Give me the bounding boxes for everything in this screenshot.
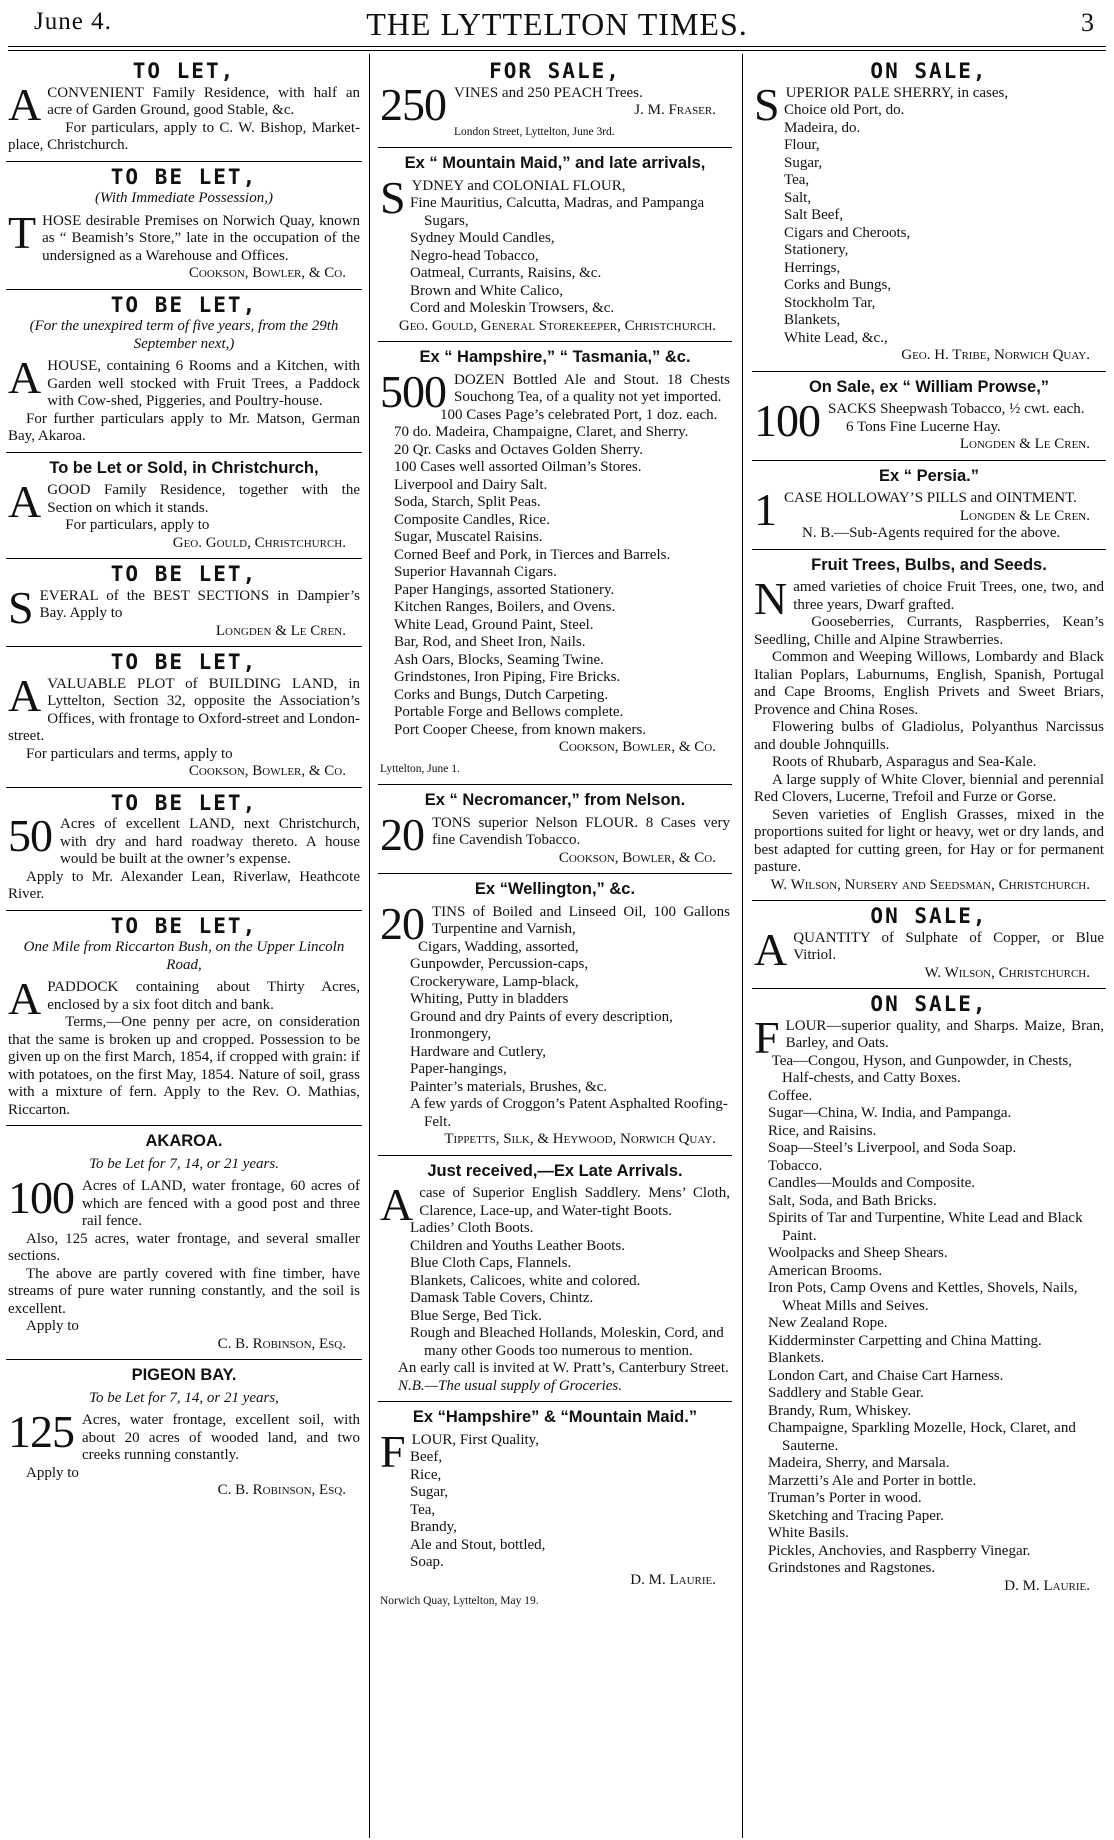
list-item: Brandy, Rum, Whiskey. xyxy=(768,1402,912,1419)
list-item: Children and Youths Leather Boots. xyxy=(410,1237,625,1254)
list-item: Grindstones and Ragstones. xyxy=(768,1560,936,1576)
list-item: Cord and Moleskin Trowsers, &c. xyxy=(410,300,615,316)
advert-body: CASE HOLLOWAY’S PILLS and OINTMENT. xyxy=(784,490,1077,506)
advert xyxy=(378,785,732,874)
large-numeral: 20 xyxy=(380,897,424,949)
list-item: Coffee. xyxy=(768,1087,813,1104)
advert-text: The above are partly covered with fine timber, have streams of pure water running constantly, and the soil is excellent. xyxy=(8,1265,360,1317)
advertiser-signature: Geo. Gould, Christchurch. xyxy=(172,534,346,551)
advert-body: DOZEN Bottled Ale and Stout. 18 Chests Souchong Tea, of a quality not yet imported. xyxy=(454,371,730,405)
advertiser-signature: Tippetts, Silk, & Heywood, Norwich Quay. xyxy=(444,1131,716,1147)
drop-cap: A xyxy=(8,476,42,527)
drop-cap: N xyxy=(754,573,788,624)
list-item: Marzetti’s Ale and Porter in bottle. xyxy=(768,1472,977,1489)
list-item: Salt Beef, xyxy=(784,207,844,223)
advert-heading: Ex “Hampshire” & “Mountain Maid.” xyxy=(412,1408,698,1426)
list-item: Port Cooper Cheese, from known makers. xyxy=(394,721,647,738)
advert-text: An early call is invited at W. Pratt’s, Canterbury Street. xyxy=(398,1360,729,1376)
list-item: 100 Cases Page’s celebrated Port, 1 doz. each. xyxy=(440,406,718,423)
list-item: Cigars and Cheroots, xyxy=(784,224,911,241)
list-item: Ironmongery, xyxy=(410,1026,492,1042)
advert-body: TINS of Boiled and Linseed Oil, 100 Gallons Turpentine and Varnish, xyxy=(432,903,730,937)
list-item: Saddlery and Stable Gear. xyxy=(768,1385,924,1401)
advert-heading: TO BE LET, xyxy=(110,562,258,586)
advert-body: YDNEY and COLONIAL FLOUR, xyxy=(411,177,626,194)
advert-heading: Fruit Trees, Bulbs, and Seeds. xyxy=(811,555,1047,574)
list-item: Rice, xyxy=(410,1466,442,1483)
advert-paragraph: Seven varieties of English Grasses, mixed in the proportions suited for light or heavy, wet or dry lands, and best adapted for cutting green, for Hay or for permanent pasture. xyxy=(754,806,1104,875)
list-item: Oatmeal, Currants, Raisins, &c. xyxy=(410,265,602,281)
drop-cap: S xyxy=(8,581,34,633)
advert-heading: AKAROA. xyxy=(145,1132,223,1150)
advert xyxy=(752,56,1106,372)
advert-body: HOSE desirable Premises on Norwich Quay, known as “ Beamish’s Store,” late in the occupation of the undersigned as a Warehouse and Offices. xyxy=(42,212,360,264)
list-item: Ale and Stout, bottled, xyxy=(410,1536,546,1553)
list-item: Superior Havannah Cigars. xyxy=(394,564,557,580)
advert-body: VINES and 250 PEACH Trees. xyxy=(454,84,643,101)
list-item: Corned Beef and Pork, in Tierces and Barrels. xyxy=(394,546,671,563)
list-item: Ground and dry Paints of every description, xyxy=(410,1008,673,1025)
list-item: American Brooms. xyxy=(768,1262,883,1279)
list-item: Painter’s materials, Brushes, &c. xyxy=(410,1078,608,1095)
advertiser-signature: Longden & Le Cren. xyxy=(959,436,1090,452)
list-item: Tea, xyxy=(410,1501,436,1518)
list-item: Rough and Bleached Hollands, Moleskin, Cord, and many other Goods too numerous to mention. xyxy=(410,1325,724,1359)
list-item: White Basils. xyxy=(768,1525,849,1541)
advert-heading: To be Let or Sold, in Christchurch, xyxy=(49,458,319,477)
advert xyxy=(378,1402,732,1617)
advertiser-signature: Cookson, Bowler, & Co. xyxy=(558,849,716,866)
advertiser-signature: J. M. Fraser. xyxy=(634,102,716,118)
advert-body: EVERAL of the BEST SECTIONS in Dampier’s Bay. Apply to xyxy=(39,587,360,621)
advert-body: PADDOCK containing about Thirty Acres, enclosed by a six foot ditch and bank. xyxy=(47,979,360,1013)
list-item: Salt, xyxy=(784,189,812,206)
advert-text: For particulars and terms, apply to xyxy=(26,745,233,762)
list-item: Gunpowder, Percussion-caps, xyxy=(410,956,589,972)
item-list xyxy=(394,407,730,740)
drop-cap: A xyxy=(8,352,42,403)
large-numeral: 1 xyxy=(754,484,776,535)
list-item: Sketching and Tracing Paper. xyxy=(768,1507,944,1524)
item-list xyxy=(410,1220,730,1360)
advert-heading: ON SALE, xyxy=(870,904,988,928)
advert-paragraph: A large supply of White Clover, biennial and perennial Red Clovers, Lucerne, Trefoil and Furze or Gorse. xyxy=(754,771,1104,805)
list-item: New Zealand Rope. xyxy=(768,1315,888,1331)
advert-subheading: (With Immediate Possession,) xyxy=(95,190,273,206)
list-item: Tea, xyxy=(784,172,810,188)
list-item: Corks and Bungs, Dutch Carpeting. xyxy=(394,686,609,703)
large-numeral: 125 xyxy=(8,1406,74,1457)
list-item: Ladies’ Cloth Boots. xyxy=(410,1220,534,1236)
large-numeral: 20 xyxy=(380,808,424,860)
advertiser-signature: Geo. H. Tribe, Norwich Quay. xyxy=(901,347,1090,363)
list-item: Salt, Soda, and Bath Bricks. xyxy=(768,1192,937,1209)
list-item: Cigars, Wadding, assorted, xyxy=(418,938,579,955)
list-item: Iron Pots, Camp Ovens and Kettles, Shovels, Nails, Wheat Mills and Seives. xyxy=(768,1280,1078,1314)
advertiser-signature: Longden & Le Cren. xyxy=(215,622,346,639)
newspaper-title: THE LYTTELTON TIMES. xyxy=(366,6,748,42)
advert-body: LOUR, First Quality, xyxy=(411,1431,539,1448)
advertiser-signature: Cookson, Bowler, & Co. xyxy=(188,265,346,281)
advert-heading: ON SALE, xyxy=(870,992,988,1016)
list-item: Flour, xyxy=(784,137,820,153)
advert-text: 6 Tons Fine Lucerne Hay. xyxy=(846,418,1001,435)
list-item: Corks and Bungs, xyxy=(784,277,892,293)
advert-text: Also, 125 acres, water frontage, and several smaller sections. xyxy=(8,1230,360,1264)
list-item: Sugar—China, W. India, and Pampanga. xyxy=(768,1105,1012,1121)
advert-text: Apply to xyxy=(26,1464,79,1481)
advert xyxy=(752,901,1106,989)
advert-heading: Ex “ Persia.” xyxy=(879,466,979,485)
advert xyxy=(378,342,732,785)
advert-body: Acres, water frontage, excellent soil, with about 20 acres of wooded land, and two creeks running constantly. xyxy=(82,1412,360,1463)
list-item: Stationery, xyxy=(784,242,849,258)
list-item: Tobacco. xyxy=(768,1157,823,1174)
advert-body: HOUSE, containing 6 Rooms and a Kitchen, with Garden well stocked with Fruit Trees, a Paddock with Cow-shed, Piggeries, and Poultry-house. xyxy=(47,358,360,409)
advert-body: UPERIOR PALE SHERRY, in cases, xyxy=(785,84,1009,101)
list-item: London Cart, and Chaise Cart Harness. xyxy=(768,1367,1004,1384)
advert-body: LOUR—superior quality, and Sharps. Maize, Bran, Barley, and Oats. xyxy=(785,1017,1104,1051)
advert xyxy=(378,56,732,148)
list-item: Champaigne, Sparkling Mozelle, Hock, Claret, and Sauterne. xyxy=(768,1420,1076,1454)
large-numeral: 250 xyxy=(380,78,446,130)
list-item: Sugar, xyxy=(784,154,823,171)
advert-body: GOOD Family Residence, together with the Section on which it stands. xyxy=(47,482,360,516)
list-item: Sugar, xyxy=(410,1484,449,1500)
list-item: Blue Cloth Caps, Flannels. xyxy=(410,1255,572,1271)
list-item: Blankets, Calicoes, white and colored. xyxy=(410,1272,641,1289)
column-middle xyxy=(378,56,732,1838)
list-item: Brown and White Calico, xyxy=(410,282,564,299)
issue-date: June 4. xyxy=(34,8,112,35)
list-item: Sydney Mould Candles, xyxy=(410,230,555,246)
list-item: Portable Forge and Bellows complete. xyxy=(394,704,624,720)
large-numeral: 100 xyxy=(754,395,820,446)
list-item: Herrings, xyxy=(784,259,841,276)
advert xyxy=(6,290,362,453)
advert-subheading: To be Let for 7, 14, or 21 years, xyxy=(89,1389,279,1406)
item-list xyxy=(784,102,1104,347)
advert-note: N.B.—The usual supply of Groceries. xyxy=(398,1377,623,1394)
advert-heading: Ex “ Mountain Maid,” and late arrivals, xyxy=(404,154,706,172)
drop-cap: A xyxy=(8,78,42,130)
advertiser-signature: D. M. Laurie. xyxy=(1004,1577,1090,1594)
advert-heading: Just received,—Ex Late Arrivals. xyxy=(427,1161,683,1180)
advertiser-signature: Cookson, Bowler, & Co. xyxy=(188,763,346,779)
list-item: Damask Table Covers, Chintz. xyxy=(410,1290,594,1306)
advertiser-signature: C. B. Robinson, Esq. xyxy=(217,1482,346,1498)
list-item: Hardware and Cutlery, xyxy=(410,1043,547,1060)
list-item: Soap—Steel’s Liverpool, and Soda Soap. xyxy=(768,1140,1017,1156)
advert-paragraph: Flowering bulbs of Gladiolus, Polyanthus Narcissus and double Johnquills. xyxy=(754,719,1104,753)
advert-body: Acres of excellent LAND, next Christchurch, with dry and hard roadway thereto. A house would be built at the owner’s expense. xyxy=(60,816,360,867)
advert-text: N. B.—Sub-Agents required for the above. xyxy=(802,525,1061,541)
advert-heading: TO LET, xyxy=(132,59,236,83)
advert-heading: FOR SALE, xyxy=(489,59,621,83)
advertiser-signature: Geo. Gould, General Storekeeper, Christchurch. xyxy=(398,317,716,334)
drop-cap: A xyxy=(380,1179,414,1230)
advert-heading: TO BE LET, xyxy=(110,292,258,317)
drop-cap: F xyxy=(754,1011,780,1063)
advert xyxy=(378,148,732,342)
drop-cap: A xyxy=(8,669,42,721)
advert-paragraph: Common and Weeping Willows, Lombardy and Black Italian Poplars, Laburnums, English, Spanish, Portugal and Cape Brooms, English Privets and Sweet Briars, Provence and China Roses. xyxy=(754,649,1104,718)
drop-cap: A xyxy=(754,923,788,975)
column-divider xyxy=(369,54,370,1838)
list-item: Fine Mauritius, Calcutta, Madras, and Pampanga Sugars, xyxy=(410,195,705,229)
large-numeral: 500 xyxy=(380,365,446,417)
list-item: Truman’s Porter in wood. xyxy=(768,1490,922,1506)
advert xyxy=(378,874,732,1156)
list-item: 70 do. Madeira, Champaigne, Claret, and Sherry. xyxy=(394,424,689,440)
advert xyxy=(6,788,362,911)
advert-dateline: Norwich Quay, Lyttelton, May 19. xyxy=(380,1595,539,1607)
advert-text: Apply to xyxy=(26,1318,79,1334)
list-item: 100 Cases well assorted Oilman’s Stores. xyxy=(394,459,642,475)
list-item: Negro-head Tobacco, xyxy=(410,247,539,264)
advert-text: For further particulars apply to Mr. Matson, German Bay, Akaroa. xyxy=(8,410,360,444)
drop-cap: S xyxy=(380,171,406,223)
advert-text: Apply to Mr. Alexander Lean, Riverlaw, Heathcote River. xyxy=(8,868,360,902)
advert-body: QUANTITY of Sulphate of Copper, or Blue Vitriol. xyxy=(793,929,1104,963)
advert-paragraph: Gooseberries, Currants, Raspberries, Kean’s Seedling, Chille and Alpine Strawberries. xyxy=(754,614,1104,648)
advert-heading: Ex “ Necromancer,” from Nelson. xyxy=(424,791,686,809)
column-right xyxy=(752,56,1106,1838)
advert-subheading: (For the unexpired term of five years, from the 29th September next,) xyxy=(29,318,339,352)
advert-heading: TO BE LET, xyxy=(110,913,258,938)
advert xyxy=(378,1156,732,1403)
advert xyxy=(6,56,362,162)
item-list xyxy=(410,939,730,1132)
list-item: Bar, Rod, and Sheet Iron, Nails. xyxy=(394,634,586,650)
list-item: Tea—Congou, Hyson, and Gunpowder, in Chests, Half-chests, and Catty Boxes. xyxy=(771,1052,1072,1086)
item-list xyxy=(768,1053,1104,1578)
drop-cap: F xyxy=(380,1425,406,1477)
list-item: Rice, and Raisins. xyxy=(768,1122,877,1139)
drop-cap: A xyxy=(8,973,42,1024)
advert xyxy=(6,647,362,788)
list-item: Liverpool and Dairy Salt. xyxy=(394,476,548,493)
list-item: White Lead, &c., xyxy=(784,329,888,346)
list-item: Beef, xyxy=(410,1449,443,1465)
advert xyxy=(752,989,1106,1601)
drop-cap: S xyxy=(754,78,780,130)
advert-heading: Ex “Wellington,” &c. xyxy=(474,880,636,898)
advert xyxy=(6,559,362,647)
list-item: Brandy, xyxy=(410,1519,457,1535)
list-item: Madeira, do. xyxy=(784,119,861,136)
column-divider xyxy=(742,54,743,1838)
advert-paragraph: Roots of Rhubarb, Asparagus and Sea-Kale. xyxy=(772,754,1037,770)
advert-heading: TO BE LET, xyxy=(110,790,258,815)
list-item: Paper-hangings, xyxy=(410,1061,507,1077)
list-item: Blue Serge, Bed Tick. xyxy=(410,1307,542,1324)
advert-body: amed varieties of choice Fruit Trees, one, two, and three years, Dwarf grafted. xyxy=(793,579,1104,613)
advert-text: For particulars, apply to xyxy=(65,517,210,533)
advert-heading: On Sale, ex “ William Prowse,” xyxy=(808,377,1050,396)
advert xyxy=(6,1126,362,1360)
list-item: Paper Hangings, assorted Stationery. xyxy=(394,581,615,598)
masthead-rule xyxy=(8,46,1106,47)
advert xyxy=(6,453,362,560)
list-item: 20 Qr. Casks and Octaves Golden Sherry. xyxy=(394,441,643,458)
paragraph-group xyxy=(754,614,1104,877)
list-item: Grindstones, Iron Piping, Fire Bricks. xyxy=(394,669,621,685)
advert-text: For particulars, apply to C. W. Bishop, Market-place, Christchurch. xyxy=(8,119,360,153)
list-item: Composite Candles, Rice. xyxy=(394,511,550,528)
advert-heading: TO BE LET, xyxy=(110,650,258,674)
large-numeral: 100 xyxy=(8,1172,74,1223)
list-item: Spirits of Tar and Turpentine, White Lead and Black Paint. xyxy=(768,1210,1083,1244)
advert-heading: TO BE LET, xyxy=(110,164,258,189)
advert-body: CONVENIENT Family Residence, with half an acre of Garden Ground, good Stable, &c. xyxy=(47,84,360,118)
advertiser-signature: Longden & Le Cren. xyxy=(959,507,1090,524)
advert-body: SACKS Sheepwash Tobacco, ½ cwt. each. xyxy=(828,401,1085,417)
large-numeral: 50 xyxy=(8,810,52,861)
advert-subheading: To be Let for 7, 14, or 21 years. xyxy=(89,1155,279,1172)
list-item: Candles—Moulds and Composite. xyxy=(768,1175,976,1191)
advert-body: Acres of LAND, water frontage, 60 acres of which are fenced with a good post and three rail fence. xyxy=(82,1178,360,1229)
item-list xyxy=(410,195,730,318)
list-item: Madeira, Sherry, and Marsala. xyxy=(768,1455,950,1471)
advert xyxy=(752,461,1106,550)
advert xyxy=(6,1360,362,1506)
advert xyxy=(752,550,1106,902)
advert-subheading: One Mile from Riccarton Bush, on the Upper Lincoln Road, xyxy=(23,939,345,973)
drop-cap: T xyxy=(8,206,37,258)
list-item: Blankets, xyxy=(784,312,841,328)
advert-heading: Ex “ Hampshire,” “ Tasmania,” &c. xyxy=(419,348,691,366)
advert-heading: ON SALE, xyxy=(870,59,988,83)
list-item: A few yards of Croggon’s Patent Asphalted Roofing-Felt. xyxy=(410,1096,728,1130)
list-item: Ash Oars, Blocks, Seaming Twine. xyxy=(394,651,604,668)
column-left xyxy=(6,56,362,1838)
advert-body: VALUABLE PLOT of BUILDING LAND, in Lyttelton, Section 32, opposite the Association’s Offices, with frontage to Oxford-street and London-street. xyxy=(8,675,360,744)
masthead-rule xyxy=(8,50,1106,51)
list-item: Choice old Port, do. xyxy=(784,102,905,118)
list-item: Crockeryware, Lamp-black, xyxy=(410,973,579,990)
page-number: 3 xyxy=(1081,8,1094,37)
advertiser-signature: D. M. Laurie. xyxy=(630,1571,716,1588)
list-item: Kidderminster Carpetting and China Matting. xyxy=(768,1332,1042,1349)
advertiser-signature: W. Wilson, Nursery and Seedsman, Christchurch. xyxy=(770,876,1090,893)
advert xyxy=(6,911,362,1127)
list-item: Soda, Starch, Split Peas. xyxy=(394,494,541,510)
advert xyxy=(6,162,362,290)
list-item: Stockholm Tar, xyxy=(784,294,876,311)
list-item: Whiting, Putty in bladders xyxy=(410,991,569,1007)
advertiser-signature: C. B. Robinson, Esq. xyxy=(217,1335,346,1352)
list-item: Pickles, Anchovies, and Raspberry Vinegar. xyxy=(768,1542,1031,1559)
advert-body: TONS superior Nelson FLOUR. 8 Cases very fine Cavendish Tobacco. xyxy=(432,814,730,848)
advert-dateline: London Street, Lyttelton, June 3rd. xyxy=(454,125,615,138)
masthead xyxy=(0,0,1114,52)
advert xyxy=(752,372,1106,461)
list-item: Sugar, Muscatel Raisins. xyxy=(394,529,543,545)
list-item: Soap. xyxy=(410,1554,444,1570)
advert-body: case of Superior English Saddlery. Mens’ Cloth, Clarence, Lace-up, and Water-tight Boots. xyxy=(419,1185,730,1219)
advert-text: Terms,—One penny per acre, on consideration that the same is broken up and cropped. Possession to be given up on the first March, 1854, if cropped with grain: if with potatoes, on the first May, 1854. Nature of soil, grass with a mixture of fern. Apply to the Rev. O. Mathias, Riccarton. xyxy=(8,1014,361,1118)
list-item: Woolpacks and Sheep Shears. xyxy=(768,1245,948,1261)
list-item: Blankets. xyxy=(768,1350,825,1366)
item-list xyxy=(410,1449,730,1572)
advertiser-signature: Cookson, Bowler, & Co. xyxy=(558,739,716,755)
advert-heading: PIGEON BAY. xyxy=(131,1366,237,1384)
advert-dateline: Lyttelton, June 1. xyxy=(380,762,460,775)
list-item: Kitchen Ranges, Boilers, and Ovens. xyxy=(394,599,616,615)
advertiser-signature: W. Wilson, Christchurch. xyxy=(924,964,1090,981)
list-item: White Lead, Ground Paint, Steel. xyxy=(394,616,594,633)
